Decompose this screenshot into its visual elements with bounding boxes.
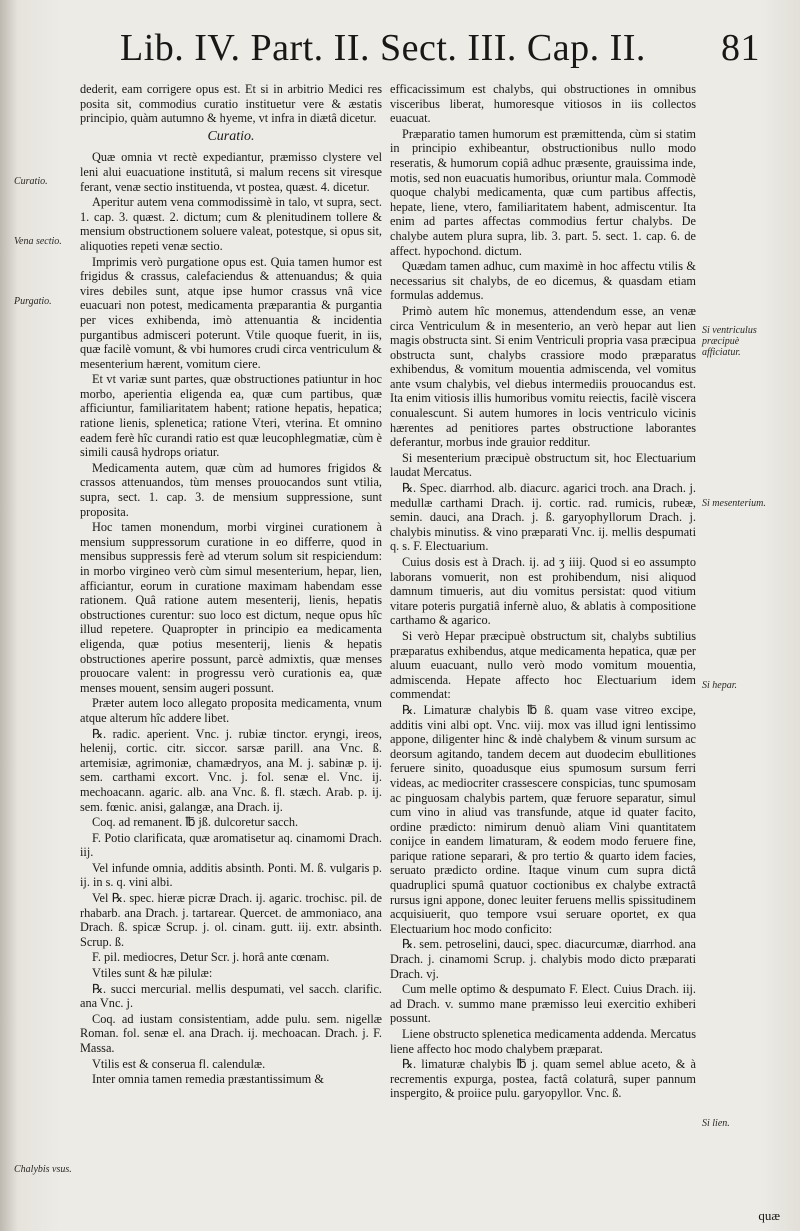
paragraph: Præter autem loco allegato proposita medicamenta, vnum atque alterum hîc addere libet.: [80, 696, 382, 725]
recipe: Vel ℞. spec. hieræ picræ Drach. ij. agaric. trochisc. pil. de rhabarb. ana Drach. j. tartarear. Quercet. de ammoniaco, ana Drach. ß. spicæ Scrup. j. ol. cinam. gutt. iij. extr. absinth. Scrup. ß.: [80, 891, 382, 949]
paragraph: Vtiles sunt & hæ pilulæ:: [92, 966, 213, 981]
paragraph: Coq. ad iustam consistentiam, adde pulu. sem. nigellæ Roman. fol. senæ el. ana Drach. ij. mechoacan. Drach. j. F. Massa.: [80, 1011, 382, 1055]
paragraph: Præparatio tamen humorum est præmittenda, cùm si statim in principio exhibeantur, obstructionibus nullo modo reseratis, & humorum copiâ adhuc præsente, grauissima inde, motis, sed non euacuatis humoribus, oriuntur mala. Commodè quoque chalybi medicamenta, quæ cum partibus affectis, hepate, liene, vtero, familiaritatem habent, admiscentur. Ita enim ad partes affectas commodius fertur chalybs. De chalybe autem plura supra, lib. 3. part. 5. sect. 1. cap. 6. de affect. hypochond. dictum.: [390, 126, 696, 258]
recipe: ℞. succi mercurial. mellis despumati, vel sacch. clarific. ana Vnc. j.: [80, 981, 382, 1011]
section-heading: Curatio.: [207, 128, 255, 144]
margin-note-purgatio: Purgatio.: [14, 296, 52, 307]
paragraph: Quædam tamen adhuc, cum maximè in hoc affectu vtilis & necessarius sit chalybs, de eo dicemus, & quasdam etiam formulas addemus.: [390, 259, 696, 303]
paragraph: Si mesenterium præcipuè obstructum sit, hoc Electuarium laudat Mercatus.: [390, 450, 696, 480]
paragraph: Coq. ad remanent. ℔ jß. dulcoretur sacch.: [92, 815, 299, 830]
paragraph: Aperitur autem vena commodissimè in talo, vt supra, sect. 1. cap. 3. quæst. 2. dictum; cum & plenitudinem tollere & mensium obstructionem soluere valeat, potestque, si opus sit, aliquoties repeti venæ sectio.: [80, 195, 382, 253]
margin-note-si-mesenterium: Si mesenterium.: [702, 498, 766, 509]
paragraph: Cum melle optimo & despumato F. Elect. Cuius Drach. iij. ad Drach. v. summo mane præmisso leui exercitio exhiberi possunt.: [390, 982, 696, 1026]
margin-note-si-lien: Si lien.: [702, 1118, 730, 1129]
margin-note-curatio: Curatio.: [14, 176, 48, 187]
paragraph: Vtilis est & conserua fl. calendulæ.: [92, 1056, 266, 1071]
recipe: ℞. radic. aperient. Vnc. j. rubiæ tinctor. eryngi, ireos, helenij, cortic. citr. siccor. sarsæ parill. ana Vnc. ß. artemisiæ, agrimoniæ, chamædryos, ana M. j. sabinæ p. ij. sem. carthami excort. Vnc. j. fol. senæ el. Vnc. ij. mechoacann. agaric. alb. ana Vnc. ß. fl. stæch. Arab. p. ij. sem. fœnic. anisi, galangæ, ana Drach. ij.: [80, 726, 382, 814]
paragraph: Vel infunde omnia, additis absinth. Ponti. M. ß. vulgaris p. ij. in s. q. vini albi.: [80, 860, 382, 890]
paragraph: Medicamenta autem, quæ cùm ad humores frigidos & crassos attenuandos, tùm menses prouocandos sunt vtilia, supra, sect. 1. cap. 3. de mensium suppressione, sunt proposita.: [80, 460, 382, 519]
recipe: ℞. Spec. diarrhod. alb. diacurc. agarici troch. ana Drach. j. medullæ carthami Drach. ij. cortic. rad. rumicis, rubeæ, semin. dauci, ana Drach. j. ß. garyophyllorum Drach. j. chalybis minutiss. & vino præparati Vnc. ij. mellis despumati q. s. F. Electuarium.: [390, 481, 696, 554]
right-column: [390, 82, 696, 1222]
paragraph: Primò autem hîc monemus, attendendum esse, an venæ circa Ventriculum & in mesenterio, an verò hepar aut lien magis obstructa sint. Si enim Ventriculi propria vasa præcipua obstructa sunt, chalybs crassiore modo præparatus exhibendus, & vomitum mouentia admiscenda, vel vomitus ante vsum chalybis, vel diebus intermediis prouocandus est. Ita enim vitiosis illis humoribus vomitu reiectis, facilè viscera conualescunt. Si autem humores in locis ventriculo vicinis hærentes ad penitiores partes obstructione laborantes deferantur, morbus inde grauior redditur.: [390, 303, 696, 450]
paragraph: dederit, eam corrigere opus est. Et si in arbitrio Medici res posita sit, commodius curatio instituetur vere & æstatis principio, quàm autumno & hyeme, vt infra in diætâ dicetur.: [80, 82, 382, 126]
paragraph: F. Potio clarificata, quæ aromatisetur aq. cinamomi Drach. iij.: [80, 830, 382, 860]
recipe: ℞. Limaturæ chalybis ℔ ß. quam vase vitreo excipe, additis vini albi opt. Vnc. viij. mox vas illud igni lentissimo appone, diligenter hinc & indè chalybem & vinum sursum ac deorsum agitando, tandem decem aut duodecim ebullitiones feruere sinito, quoadusque eius spumosum sursum ferri videas, ac mediocriter crassescere conspicias, tunc spumosam ac pinguosam chalybis partem, quæ feruore separatur, simul cum vino in aliud vas transfunde, atque id quater facito, ordine prædicto: nimirum denuò aliam Vini quantitatem conijce in eandem limaturam, & eodem modo feruere fine, parique ratione separari, & pro tertio & quarto idem facies, seruato prædicto ordine. Itaque vinum cum supra dictâ quadruplici spumâ quatuor coctionibus ex chalybe extractâ rursus igni appone, donec leuiter feruens mellis spissitudinem acquisiuerit, quo tempore vsui seruare oportet, ex qua Electuarium hoc modo conficito:: [390, 702, 696, 936]
paragraph: Inter omnia tamen remedia præstantissimum &: [92, 1072, 324, 1087]
catchword: quæ: [758, 1208, 780, 1223]
paragraph: efficacissimum est chalybs, qui obstructiones in omnibus visceribus liberat, humoresque vitiosos in iis collectos euacuat.: [390, 82, 696, 126]
margin-note-chalybis-vsus: Chalybis vsus.: [14, 1164, 72, 1175]
paragraph: Et vt variæ sunt partes, quæ obstructiones patiuntur in hoc morbo, aperientia eligenda ea, quæ cum partibus, quæ afficiuntur, familiaritatem habent; ratione hepatis, hepatica; ratione lienis, splenetica; ratione Vteri, vterina. Et omnino eadem ferè hîc curandi ratio est quæ leucophlegmatiæ, cùm è simili causâ hydrops oriatur.: [80, 372, 382, 460]
paragraph: Imprimis verò purgatione opus est. Quia tamen humor est frigidus & crassus, calefaciendus & attenuandus; & quia vires debiles sunt, atque ipse humor crassus vnâ vice euacuari non potest, medicamenta præparantia & purgantia per vices exhibenda, imò attenuantia & incidentia purgantibus admisceri poterunt. Vtile quoque fuerit, in iis, quæ facilè vomunt, & vbi humores crudi circa ventriculum & mesenterium hærent, vomitum ciere.: [80, 254, 382, 371]
paragraph: Hoc tamen monendum, morbi virginei curationem à mensium suppressorum curatione in eo differre, quod in mensibus suppressis ferè ad vterum solum sit respiciendum: in morbo virgineo verò cùm simul mesenterium, hepar, lien, afficiantur, eorum in curatione maximam habendam esse rationem. Quâ ratione autem mesenterij, lienis, hepatis obstructiones curentur: suo loco est dictum, neque opus hîc illud repetere. Quapropter in principio ea medicamenta eligenda, quæ potius mesenterij, lienis & hepatis obstructiones aperire possunt, parcè admixtis, quæ menses prouocare valent: in progressu verò curationis ea, quæ menses mouent, sensim augeri possunt.: [80, 520, 382, 695]
page-number: 81: [721, 27, 760, 69]
margin-note-vena-sectio: Vena sectio.: [14, 236, 62, 247]
left-column: [80, 82, 382, 1222]
margin-note-si-hepar: Si hepar.: [702, 680, 737, 691]
page-title: Lib. IV. Part. II. Sect. III. Cap. II.: [120, 27, 646, 69]
paragraph: Quæ omnia vt rectè expediantur, præmisso clystere vel leni alui euacuatione institutâ, si malum recens sit viresque ferant, venæ sectio instituenda, vt postea, quæst. 4. dicetur.: [80, 150, 382, 194]
paragraph: Cuius dosis est à Drach. ij. ad ʒ iiij. Quod si eo assumpto laborans vomuerit, non est prohibendum, nisi aliquod damnum timueris, aut diu vomitus persistat: quod vitium vitare poteris purgatiâ infernè aluo, & ablatis à compositione carthamo & agarico.: [390, 555, 696, 628]
recipe: ℞. sem. petroselini, dauci, spec. diacurcumæ, diarrhod. ana Drach. j. cinamomi Scrup. j. chalybis modo dicto præparati Drach. vj.: [390, 937, 696, 981]
margin-note-si-ventriculus: Si ventriculus præcipuè afficiatur.: [702, 325, 757, 358]
paragraph: F. pil. mediocres, Detur Scr. j. horâ ante cœnam.: [92, 950, 330, 965]
recipe: ℞. limaturæ chalybis ℔ j. quam semel ablue aceto, & à recrementis expurga, postea, factâ colaturâ, super pannum inspergito, & proiice pulu. garyopyllor. Vnc. ß.: [390, 1057, 696, 1101]
running-header: [120, 26, 760, 86]
paragraph: Si verò Hepar præcipuè obstructum sit, chalybs subtilius præparatus exhibendus, atque medicamenta hepatica, quæ per aluum euacuant, nullo verò modo vomitum mouentia, admiscenda. Hepate affecto hoc Electuarium idem commendat:: [390, 628, 696, 702]
paragraph: Liene obstructo splenetica medicamenta addenda. Mercatus liene affecto hoc modo chalybem præparat.: [390, 1027, 696, 1056]
